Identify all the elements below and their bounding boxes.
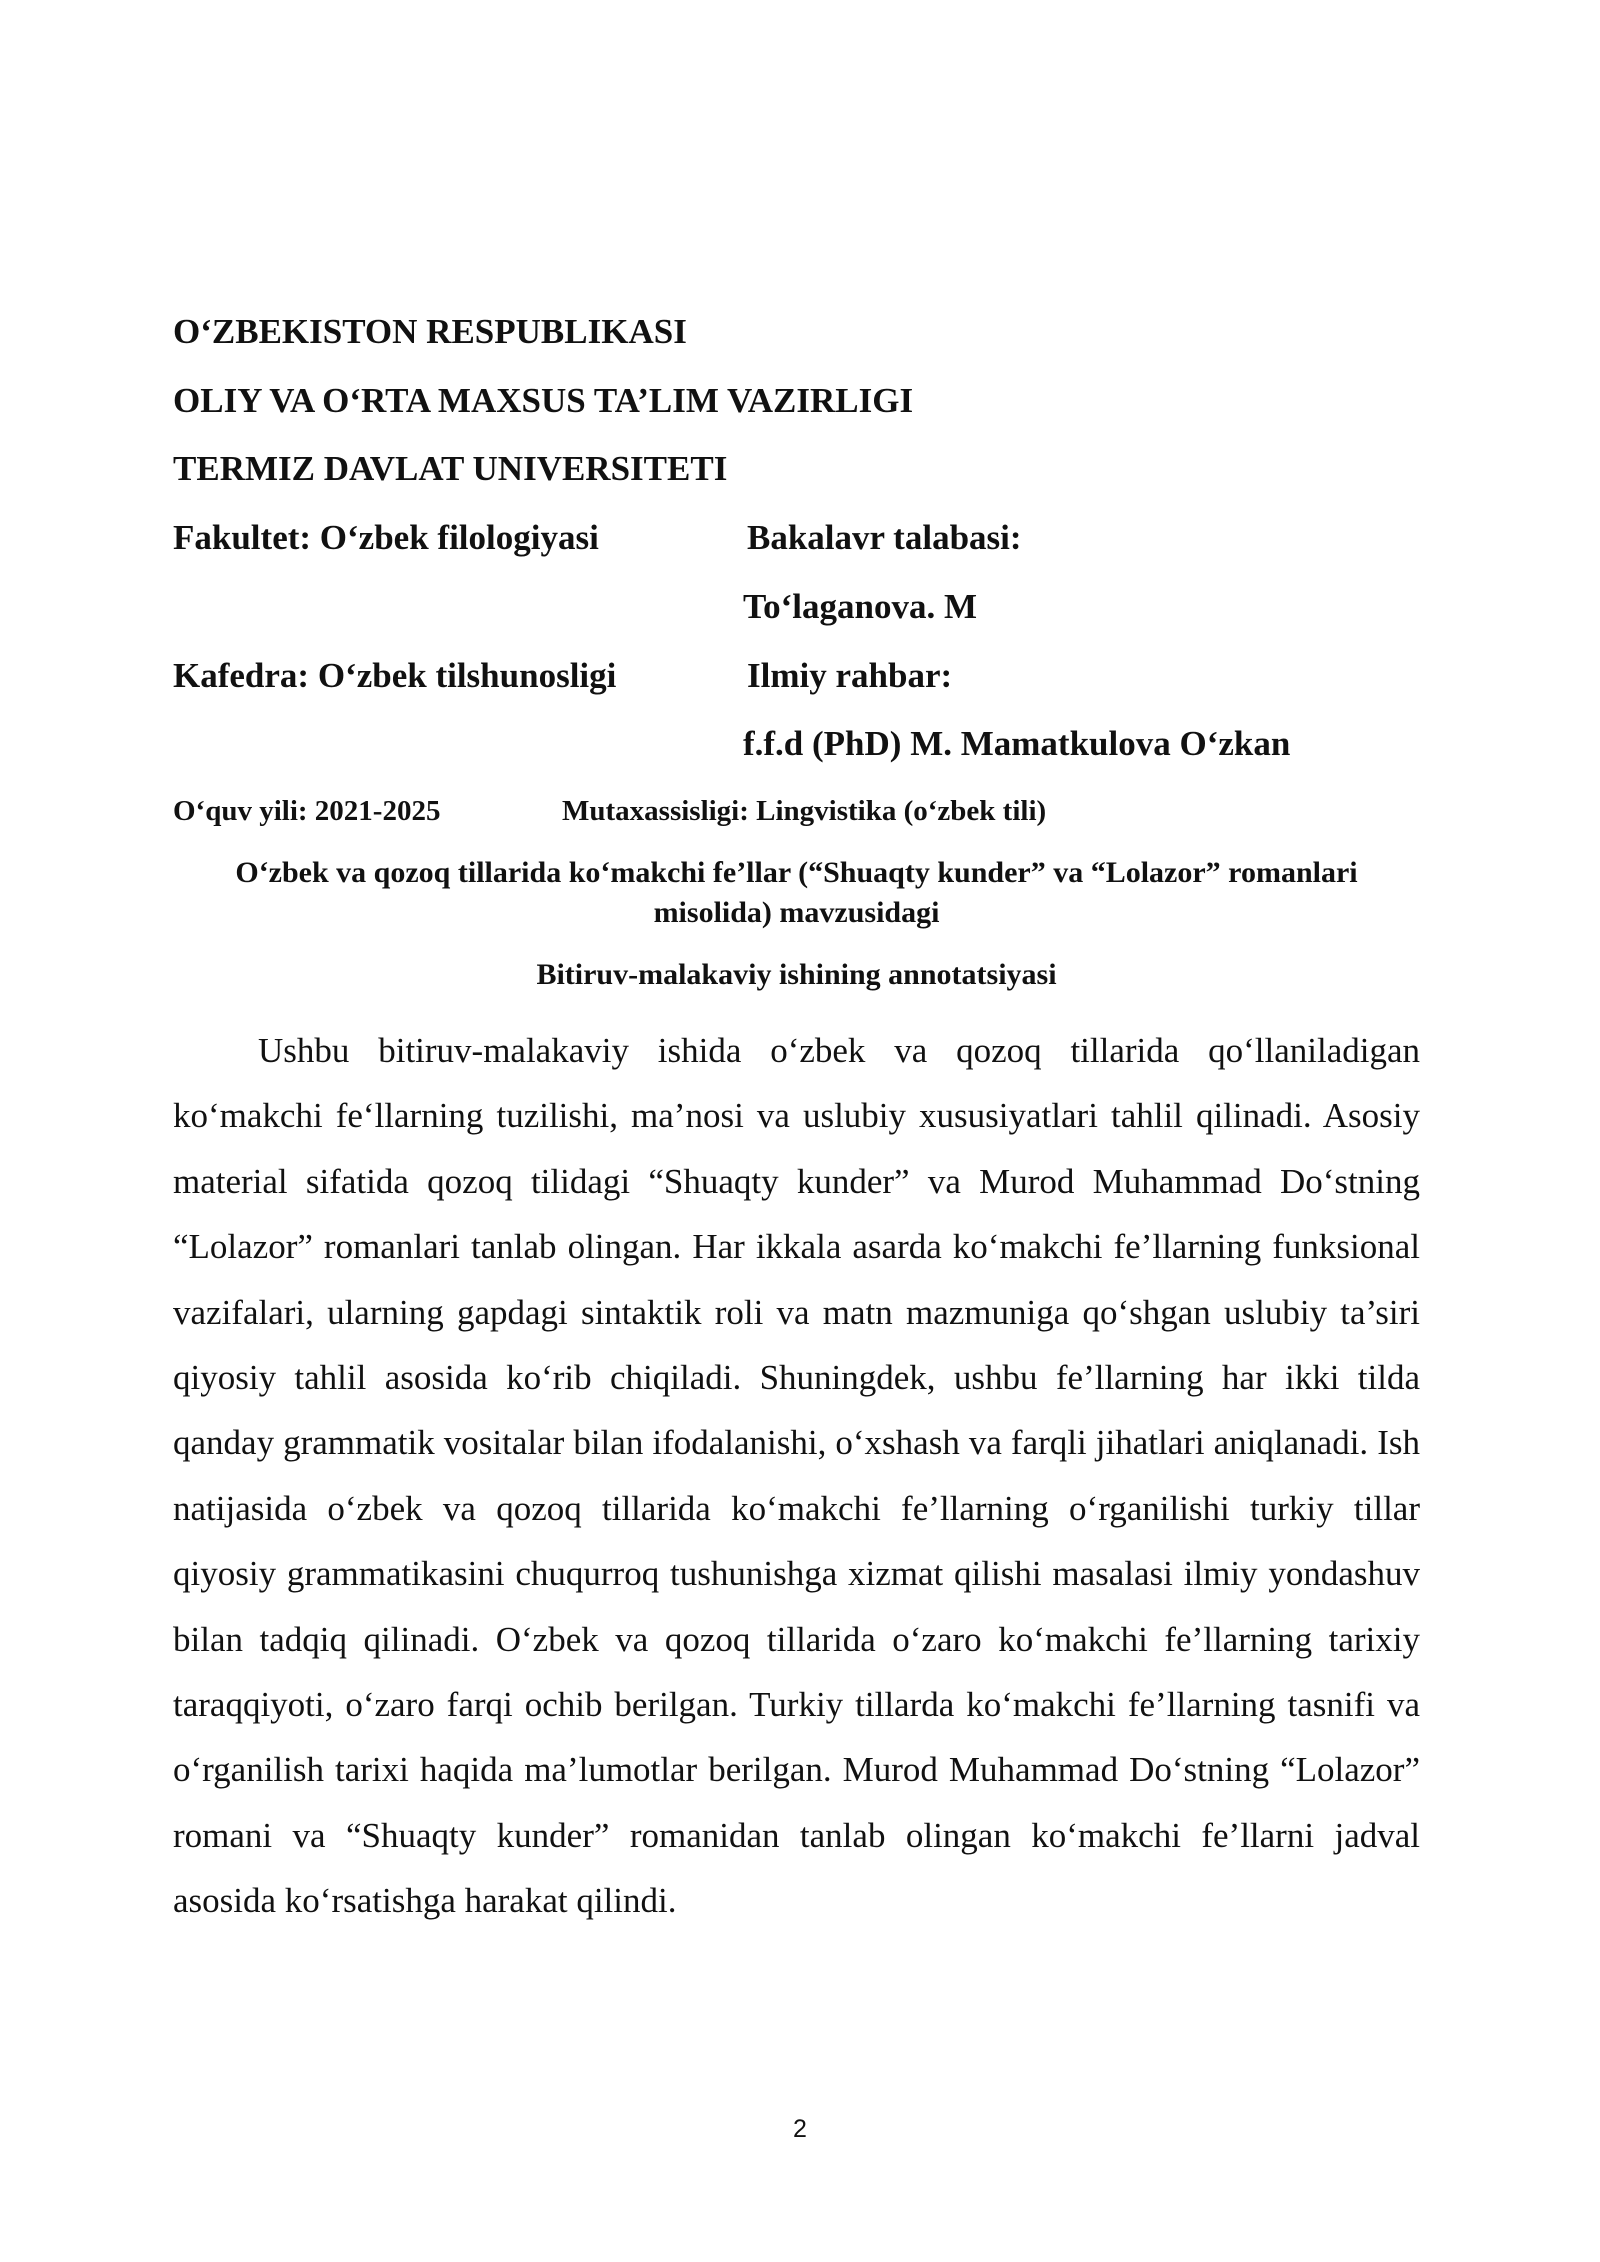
header-republic: O‘ZBEKISTON RESPUBLIKASI [173, 312, 687, 351]
department-label: Kafedra: O‘zbek tilshunosligi [173, 656, 617, 695]
annotation-body: Ushbu bitiruv-malakaviy ishida o‘zbek va qozoq tillarida qo‘llaniladigan ko‘makchi fe‘llarning tuzilishi, ma’nosi va uslubiy xususiyatlari tahlil qilinadi. Asosiy material sifatida qozoq tilidagi “Shuaqty kunder” va Murod Muhammad Do‘stning “Lolazor” romanlari tanlab olingan. Har ikkala asarda ko‘makchi fe’llarning funksional vazifalari, ularning gapdagi sintaktik roli va matn mazmuniga qo‘shgan uslubiy ta’siri qiyosiy tahlil asosida ko‘rib chiqiladi. Shuningdek, ushbu fe’llarning har ikki tilda qanday grammatik vositalar bilan ifodalanishi, o‘xshash va farqli jihatlari aniqlanadi. Ish natijasida o‘zbek va qozoq tillarida ko‘makchi fe’llarning o‘rganilishi turkiy tillar qiyosiy grammatikasini chuqurroq tushunishga xizmat qilishi masalasi ilmiy yondashuv bilan tadqiq qilinadi. O‘zbek va qozoq tillarida o‘zaro ko‘makchi fe’llarning tarixiy taraqqiyoti, o‘zaro farqi ochib berilgan. Turkiy tillarda ko‘makchi fe’llarning tasnifi va o‘rganilish tarixi haqida ma’lumotlar berilgan. Murod Muhammad Do‘stning “Lolazor” romani va “Shuaqty kunder” romanidan tanlab olingan ko‘makchi fe’llarni jadval asosida ko‘rsatishga harakat qilindi. [173, 1031, 1420, 1921]
student-label: Bakalavr talabasi: [747, 518, 1022, 557]
supervisor-label: Ilmiy rahbar: [747, 656, 953, 695]
faculty-label: Fakultet: O‘zbek filologiyasi [173, 518, 599, 557]
study-years: O‘quv yili: 2021-2025 [173, 795, 441, 827]
annotation-title: Bitiruv-malakaviy ishining annotatsiyasi [536, 958, 1057, 991]
student-name: To‘laganova. M [743, 587, 978, 626]
thesis-topic: O‘zbek va qozoq tillarida ko‘makchi fe’llar (“Shuaqty kunder” va “Lolazor” romanlari misolida) mavzusidagi [235, 856, 1358, 929]
supervisor-name: f.f.d (PhD) M. Mamatkulova O‘zkan [743, 724, 1291, 763]
page-number: 2 [793, 2115, 807, 2143]
specialty: Mutaxassisligi: Lingvistika (o‘zbek tili) [562, 795, 1047, 827]
header-ministry: OLIY VA O‘RTA MAXSUS TA’LIM VAZIRLIGI [173, 381, 914, 420]
header-university: TERMIZ DAVLAT UNIVERSITETI [173, 449, 728, 488]
